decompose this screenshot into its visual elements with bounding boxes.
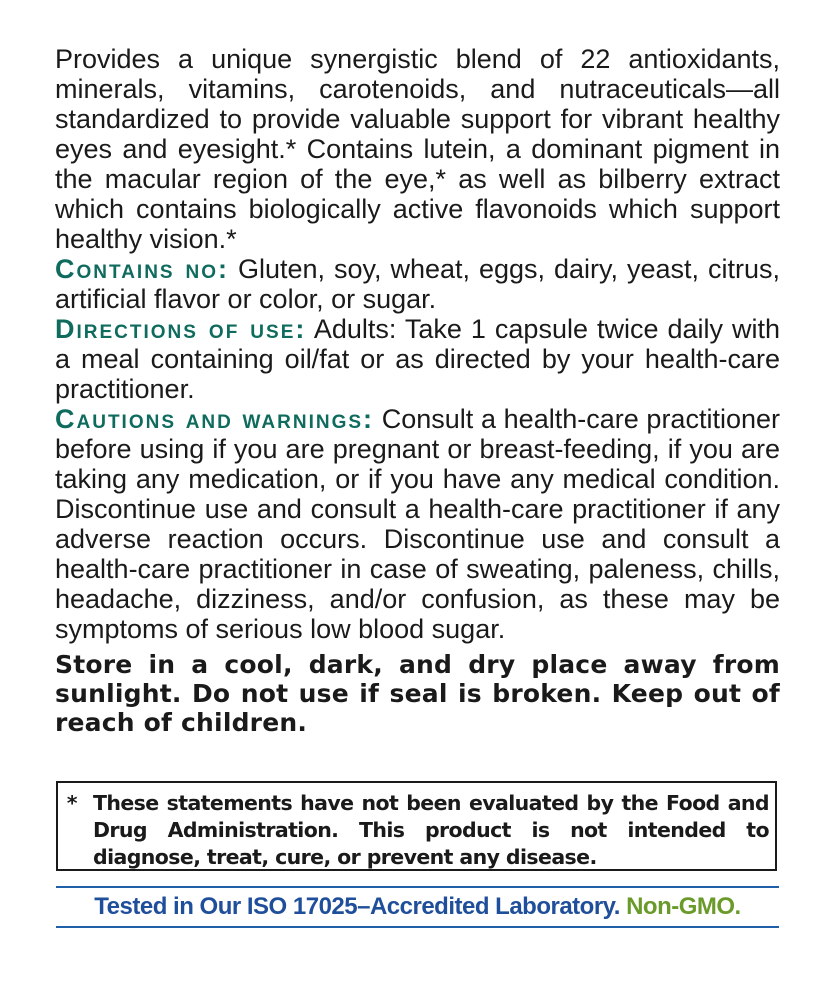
adults-label: Adults: [306, 314, 397, 344]
tested-statement: Tested in Our ISO 17025–Accredited Laboratory. [94, 893, 620, 920]
directions-section [55, 314, 780, 404]
non-gmo-badge: Non-GMO. [619, 893, 741, 920]
directions-text: Take 1 capsule twice daily with a meal containing oil/fat or as directed by your health-care practitioner. [55, 314, 780, 404]
contains-no-text: Gluten, soy, wheat, eggs, dairy, yeast, citrus, artificial flavor or color, or sugar. [55, 254, 780, 314]
footer-banner [56, 892, 779, 922]
contains-no-section [55, 254, 780, 314]
cautions-section [55, 404, 780, 644]
fda-disclaimer-box [56, 781, 777, 871]
supplement-label [55, 44, 780, 737]
storage-warning: Store in a cool, dark, and dry place away from sunlight. Do not use if seal is broken. Keep out of reach of children. [55, 650, 780, 737]
disclaimer-text: These statements have not been evaluated by the Food and Drug Administration. This product is not intended to diagnose, treat, cure, or prevent any disease. [93, 791, 769, 869]
disclaimer-asterisk: * [66, 791, 79, 815]
contains-no-heading: Contains no: [55, 254, 230, 284]
footer-bottom-rule [56, 926, 779, 928]
product-description: Provides a unique synergistic blend of 22 antioxidants, minerals, vitamins, carotenoids, and nutraceuticals—all standardized to provide valuable support for vibrant healthy eyes and eyesight.* Contains lutein, a dominant pigment in the macular region of the eye,* as well as bilberry extract which contains biologically active flavonoids which support healthy vision.* [55, 44, 780, 254]
directions-heading: Directions of use: [55, 314, 307, 344]
cautions-heading: Cautions and warnings: [55, 404, 375, 434]
footer-top-rule [56, 886, 779, 888]
cautions-text: Consult a health-care practitioner before using if you are pregnant or breast-feeding, if you are taking any medication, or if you have any medical condition. Discontinue use and consult a health-care practitioner if any adverse reaction occurs. Discontinue use and consult a health-care practitioner in case of sweating, paleness, chills, headache, dizziness, and/or confusion, as these may be symptoms of serious low blood sugar. [55, 404, 780, 644]
